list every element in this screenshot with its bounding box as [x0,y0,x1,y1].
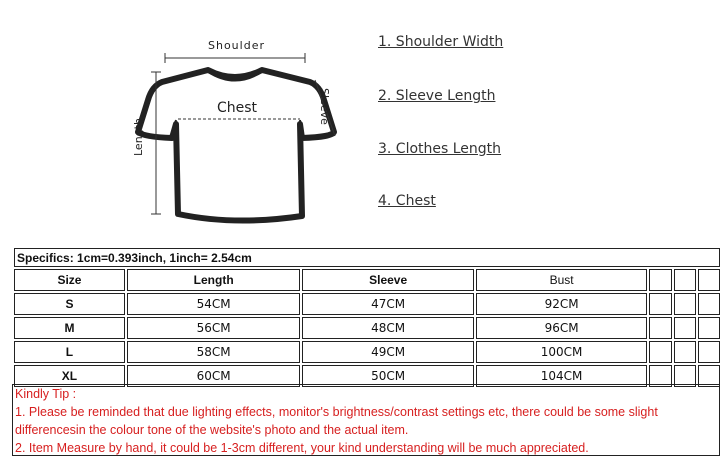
length-label: Length [132,118,145,156]
bust-cell: 104CM [476,365,647,387]
size-cell: S [14,293,125,315]
header-bust: Bust [476,269,647,291]
empty-cell [674,317,696,339]
specifics-row: Specifics: 1cm=0.393inch, 1inch= 2.54cm [14,248,720,267]
table-row [14,341,720,363]
kindly-tip-box [12,384,720,456]
header-sleeve: Sleeve [302,269,473,291]
legend-item: 1. Shoulder Width [378,34,504,50]
header-length: Length [127,269,300,291]
empty-cell [698,317,720,339]
length-cell: 58CM [127,341,300,363]
tip-title: Kindly Tip : [15,387,77,401]
tip-line: differencesin the colour tone of the website's photo and the actual item. [15,423,409,437]
sleeve-cell: 48CM [302,317,473,339]
length-cell: 54CM [127,293,300,315]
legend-item: 3. Clothes Length [378,141,502,157]
length-cell: 60CM [127,365,300,387]
table-row [14,293,720,315]
empty-cell [698,341,720,363]
legend-item: 4. Chest [378,193,436,209]
sleeve-cell: 49CM [302,341,473,363]
sleeve-cell: 47CM [302,293,473,315]
empty-cell [649,293,671,315]
sleeve-label: Sleeve [318,88,331,125]
size-cell: L [14,341,125,363]
bust-cell: 96CM [476,317,647,339]
bust-cell: 100CM [476,341,647,363]
tshirt-outline-icon [120,24,350,229]
shoulder-label: Shoulder [208,39,265,52]
tip-line: 2. Item Measure by hand, it could be 1-3cm different, your kind understanding will be much appreciated. [15,441,589,455]
bust-cell: 92CM [476,293,647,315]
empty-cell [674,341,696,363]
empty-cell [649,269,671,291]
chest-label: Chest [217,100,258,116]
empty-cell [674,269,696,291]
size-cell: XL [14,365,125,387]
size-cell: M [14,317,125,339]
tip-line: 1. Please be reminded that due lighting effects, monitor's brightness/contrast settings etc, there could be some slight [15,405,658,419]
empty-cell [649,317,671,339]
empty-cell [674,293,696,315]
empty-cell [698,293,720,315]
size-chart-table [12,246,722,389]
empty-cell [698,269,720,291]
header-size: Size [14,269,125,291]
length-cell: 56CM [127,317,300,339]
empty-cell [649,341,671,363]
table-header-row [14,269,720,291]
table-row [14,317,720,339]
sleeve-cell: 50CM [302,365,473,387]
legend-item: 2. Sleeve Length [378,88,496,104]
